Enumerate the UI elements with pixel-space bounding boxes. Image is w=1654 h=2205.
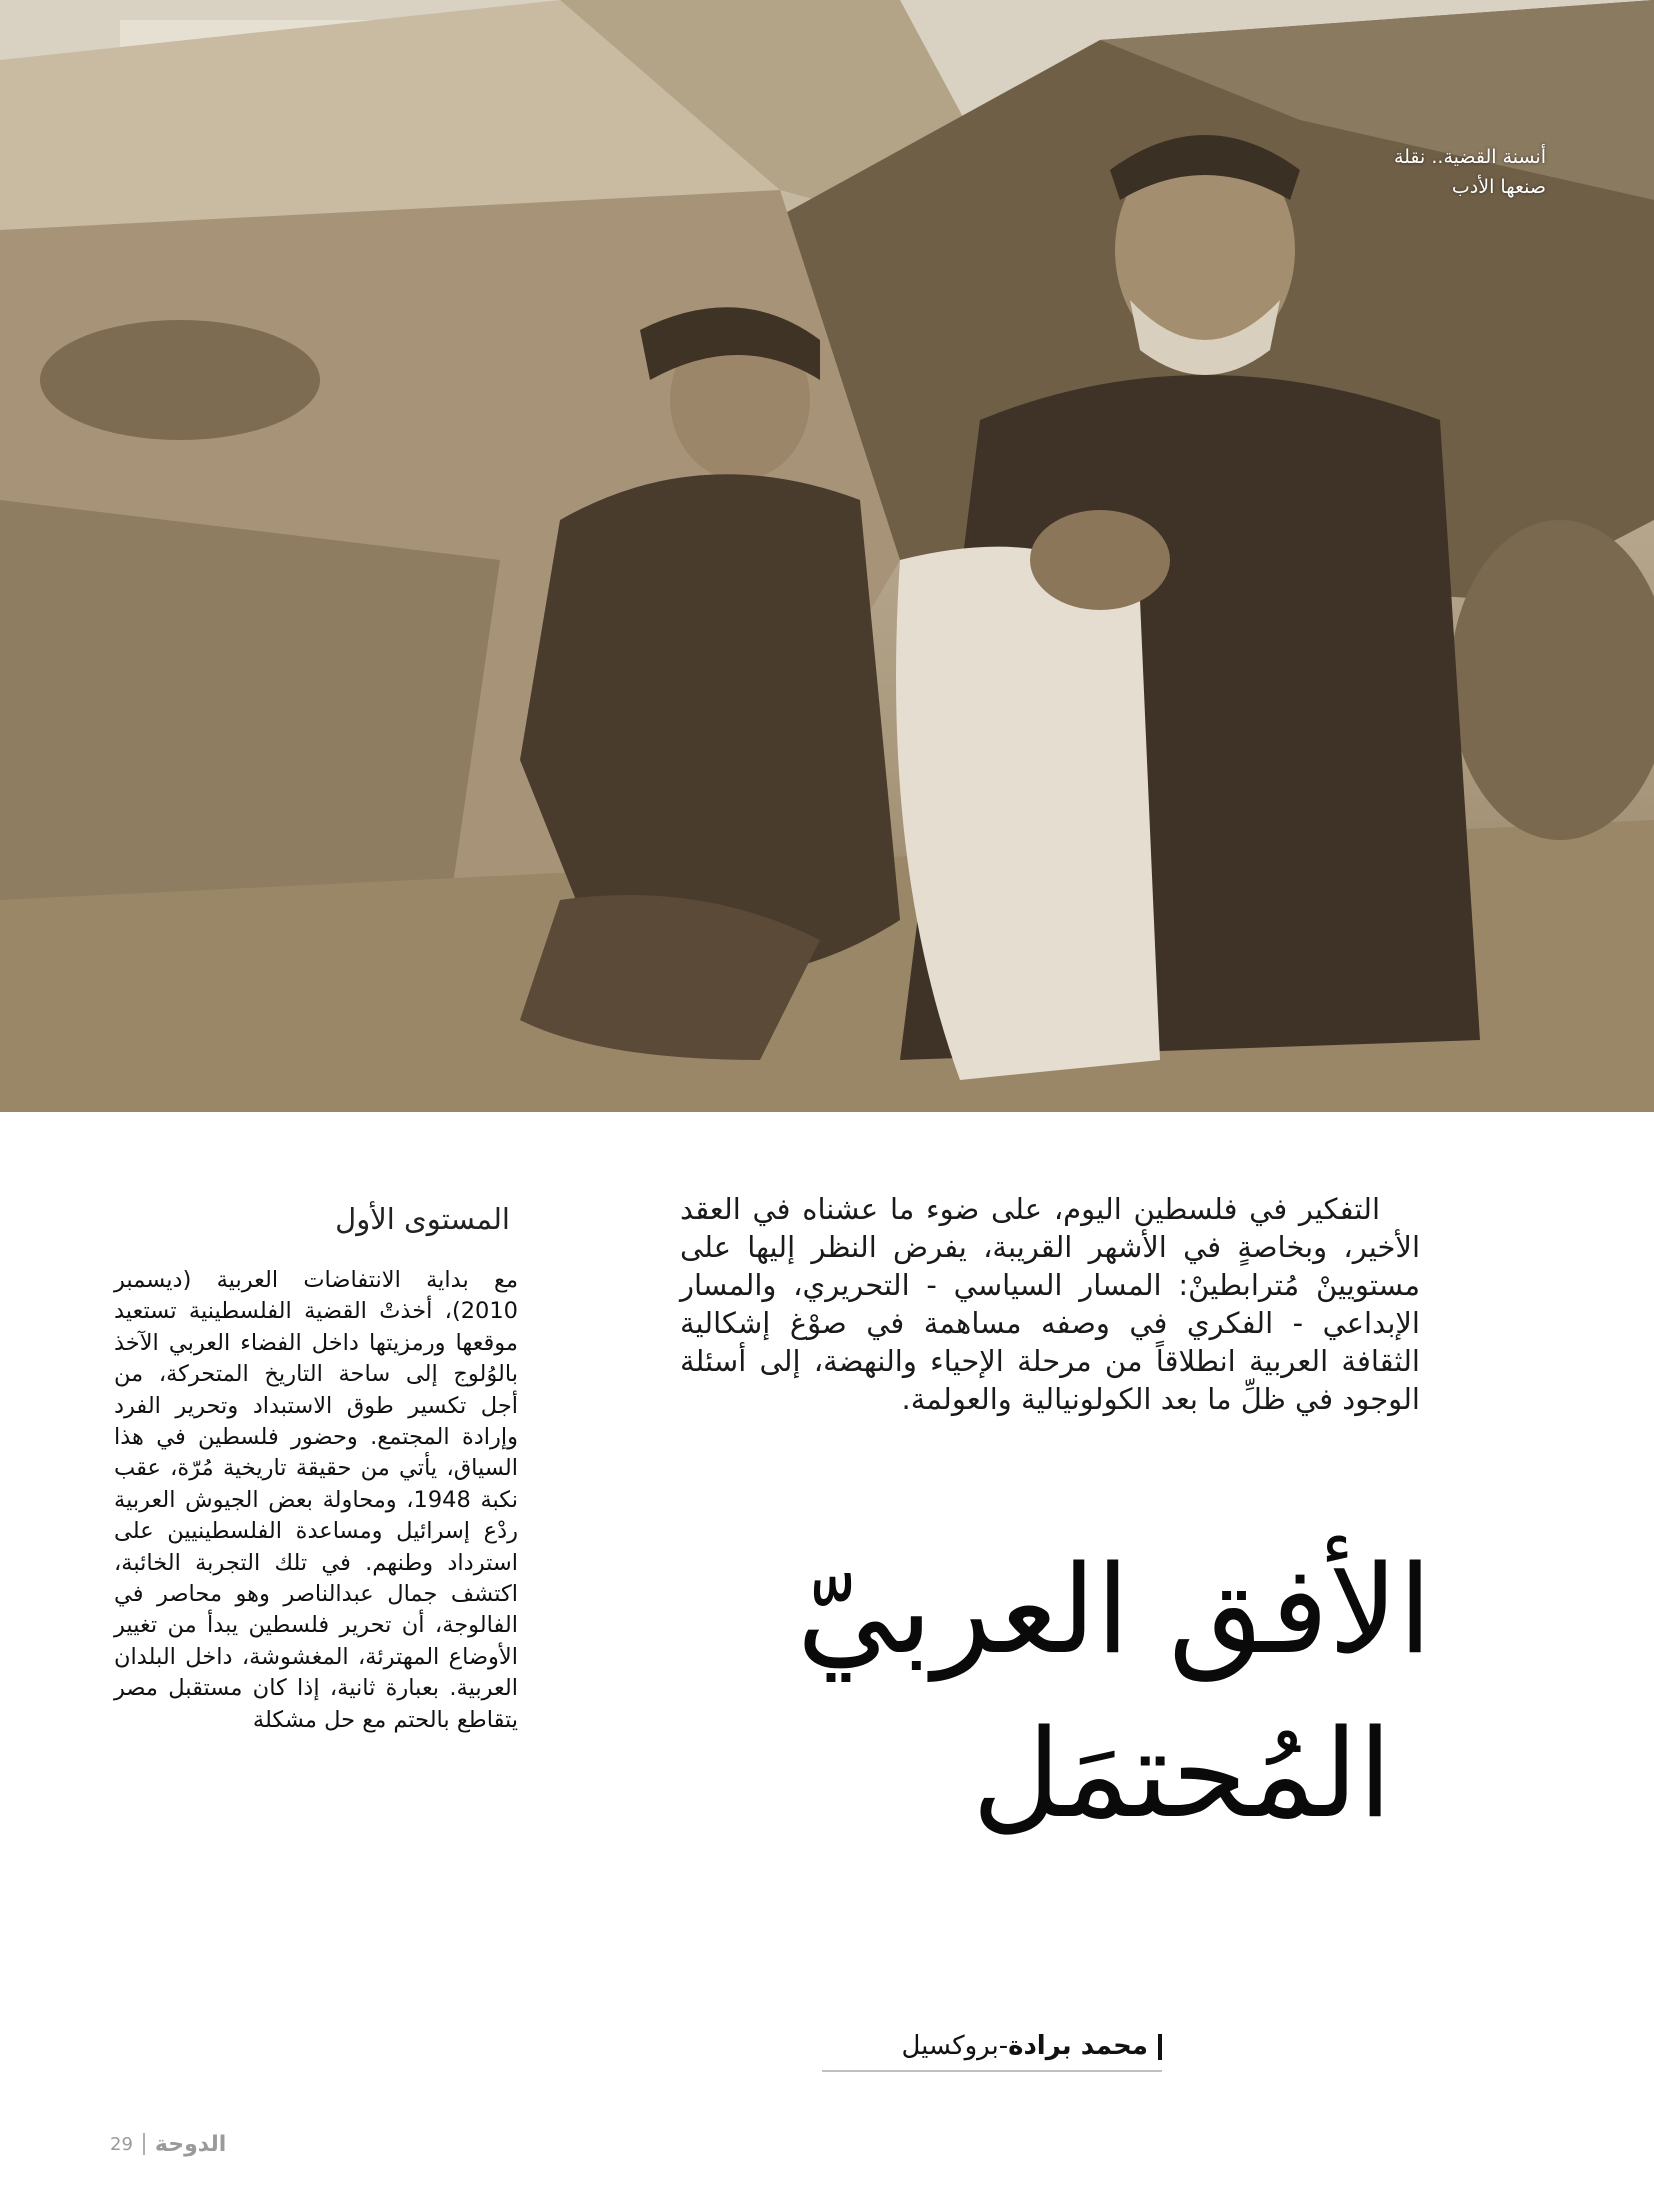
footer-divider xyxy=(143,2133,145,2155)
photo-caption xyxy=(1286,142,1546,202)
headline-line-2: المُحتمَل xyxy=(971,1703,1392,1845)
section-title: المستوى الأول xyxy=(335,1202,510,1236)
author-name: محمد برادة xyxy=(1008,2031,1148,2061)
page-footer xyxy=(110,2129,226,2159)
magazine-name: الدوحة xyxy=(154,2131,227,2157)
intro-paragraph: التفكير في فلسطين اليوم، على ضوء ما عشناه في العقد الأخير، وبخاصةٍ في الأشهر القريبة، يفرض النظر إليها على مستويينْ مُترابطينْ: المسار السياسي - التحريري، والمسار الإبداعي - الفكري في وصفه مساهمة في صوْغ إشكالية الثقافة العربية انطلاقاً من مرحلة الإحياء والنهضة، إلى أسئلة الوجود في ظلِّ ما بعد الكولونيالية والعولمة. xyxy=(680,1192,1420,1416)
caption-line-1: أنسنة القضية.. نقلة xyxy=(1393,146,1546,168)
page-number: 29 xyxy=(110,2133,133,2155)
byline-bar xyxy=(1158,2034,1162,2060)
section-body: مع بداية الانتفاضات العربية (ديسمبر 2010)، أخذتْ القضية الفلسطينية تستعيد موقعها ورمزيتها داخل الفضاء العربي الآخذ بالوُلوج إلى ساحة التاريخ المتحركة، من أجل تكسير طوق الاستبداد وتحرير الفرد وإرادة المجتمع. وحضور فلسطين في هذا السياق، يأتي من حقيقة تاريخية مُرّة، عقب نكبة 1948، ومحاولة بعض الجيوش العربية ردْع إسرائيل ومساعدة الفلسطينيين على استرداد وطنهم. في تلك التجربة الخائبة، اكتشف جمال عبدالناصر وهو محاصر في الفالوجة، أن تحرير فلسطين يبدأ من تغيير الأوضاع المهترئة، المغشوشة، داخل البلدان العربية. بعبارة ثانية، إذا كان مستقبل مصر يتقاطع بالحتم مع حل مشكلة xyxy=(114,1267,518,1733)
author-location: -بروكسيل xyxy=(901,2031,1009,2061)
author-byline xyxy=(822,2028,1162,2072)
headline-line-1: الأفق العربيّ xyxy=(796,1539,1432,1681)
caption-line-2: صنعها الأدب xyxy=(1451,176,1546,198)
article-headline xyxy=(712,1528,1432,1856)
